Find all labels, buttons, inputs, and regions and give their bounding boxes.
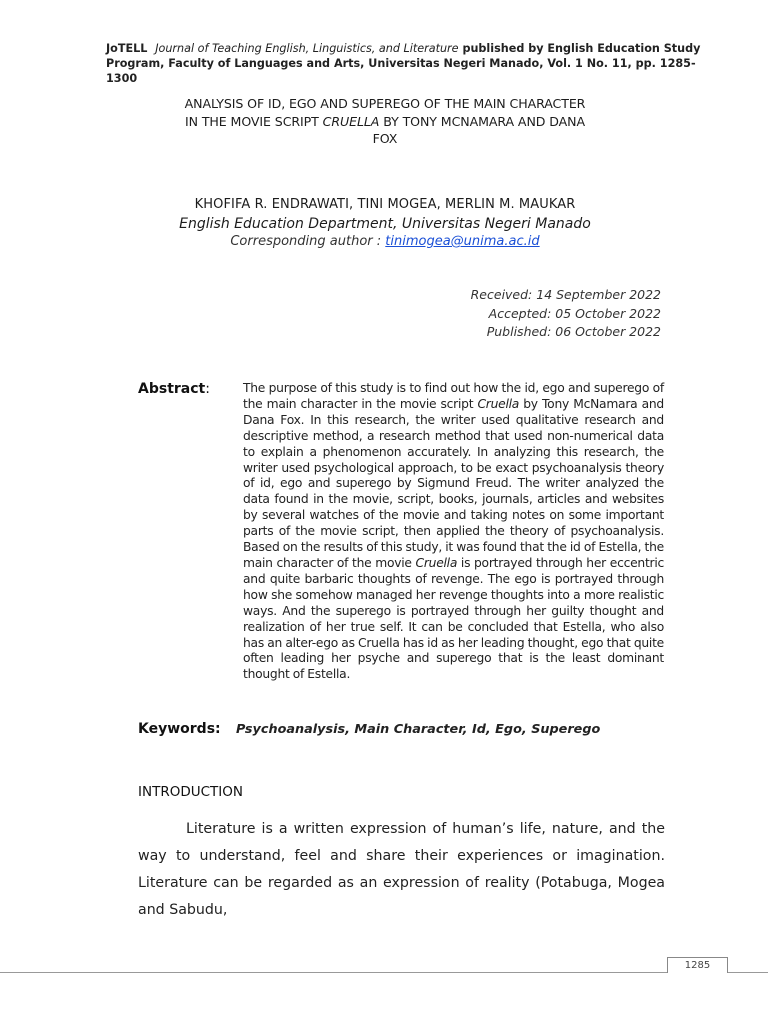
title-line1: ANALYSIS OF ID, EGO AND SUPEREGO OF THE MAIN CHARACTER: [184, 96, 586, 111]
abstract-label-text: Abstract: [138, 381, 206, 397]
published-date: Published: 06 October 2022: [486, 324, 661, 339]
abstract-colon: :: [205, 381, 210, 397]
publication-dates: [471, 286, 661, 342]
received-date: Received: 14 September 2022: [470, 287, 661, 302]
corresponding-label: Corresponding author :: [230, 234, 386, 249]
affiliation: English Education Department, Universitas Negeri Manado: [179, 216, 591, 232]
publisher-line2: Program, Faculty of Languages and Arts, Universitas Negeri Manado, Vol. 1 No. 11, pp. 1285-1300: [106, 57, 696, 85]
introduction-heading: INTRODUCTION: [138, 784, 243, 800]
journal-header: [106, 41, 716, 86]
title-line2-italic: CRUELLA: [322, 113, 380, 129]
abstract-italic1: Cruella: [477, 396, 520, 411]
accepted-date: Accepted: 05 October 2022: [488, 305, 661, 321]
abstract-label: [138, 380, 210, 398]
title-line2-pre: IN THE MOVIE SCRIPT: [185, 113, 323, 129]
title-line3: FOX: [372, 131, 398, 146]
introduction-paragraph: [138, 816, 665, 924]
page-number: 1285: [667, 957, 728, 973]
abstract-italic2: Cruella: [415, 555, 458, 570]
abstract-text: [243, 381, 664, 683]
keywords-label: Keywords:: [138, 721, 221, 737]
journal-abbr: JoTELL: [106, 42, 148, 55]
footer-rule: [0, 972, 768, 973]
publisher-line1: published by English Education Study: [462, 42, 701, 55]
keywords-text: Psychoanalysis, Main Character, Id, Ego, Superego: [236, 722, 601, 737]
abstract-part3: is portrayed through her eccentric and quite barbaric thoughts of revenge. The ego is portrayed through how she somehow managed her revenge thoughts into a more realistic ways. And the superego is portrayed through her guilty thought and realization of her true self. It can be concluded that Estella, who also has an alter-ego as Cruella has id as her leading thought, ego that quite often leading her psyche and superego that is the least dominant thought of Estella.: [243, 555, 664, 682]
title-line2-post: BY TONY MCNAMARA AND DANA: [379, 113, 585, 129]
abstract-part2: by Tony McNamara and Dana Fox. In this research, the writer used qualitative research and descriptive method, a research method that used non-numerical data to explain a phenomenon accurately. In analyzing this research, the writer used psychological approach, to be exact psychoanalysis theory of id, ego and superego by Sigmund Freud. The writer analyzed the data found in the movie, script, books, journals, articles and websites by several watches of the movie and taking notes on some important parts of the movie script, then applied the theory of psychoanalysis. Based on the results of this study, it was found that the id of Estella, the main character of the movie: [243, 396, 664, 570]
abstract-part1: The purpose of this study is to find out how the id, ego and superego of the main character in the movie script: [243, 381, 664, 411]
journal-name: Journal of Teaching English, Linguistics, and Literature: [155, 42, 459, 55]
paper-title: [130, 95, 640, 148]
corresponding-author: [100, 233, 670, 251]
email-link[interactable]: tinimogea@unima.ac.id: [385, 234, 540, 249]
authors: KHOFIFA R. ENDRAWATI, TINI MOGEA, MERLIN M. MAUKAR: [194, 197, 576, 212]
introduction-text: Literature is a written expression of human’s life, nature, and the way to understand, feel and share their experiences or imagination. Literature can be regarded as an expression of reality (Potabuga, Mogea and Sabudu,: [138, 821, 665, 918]
